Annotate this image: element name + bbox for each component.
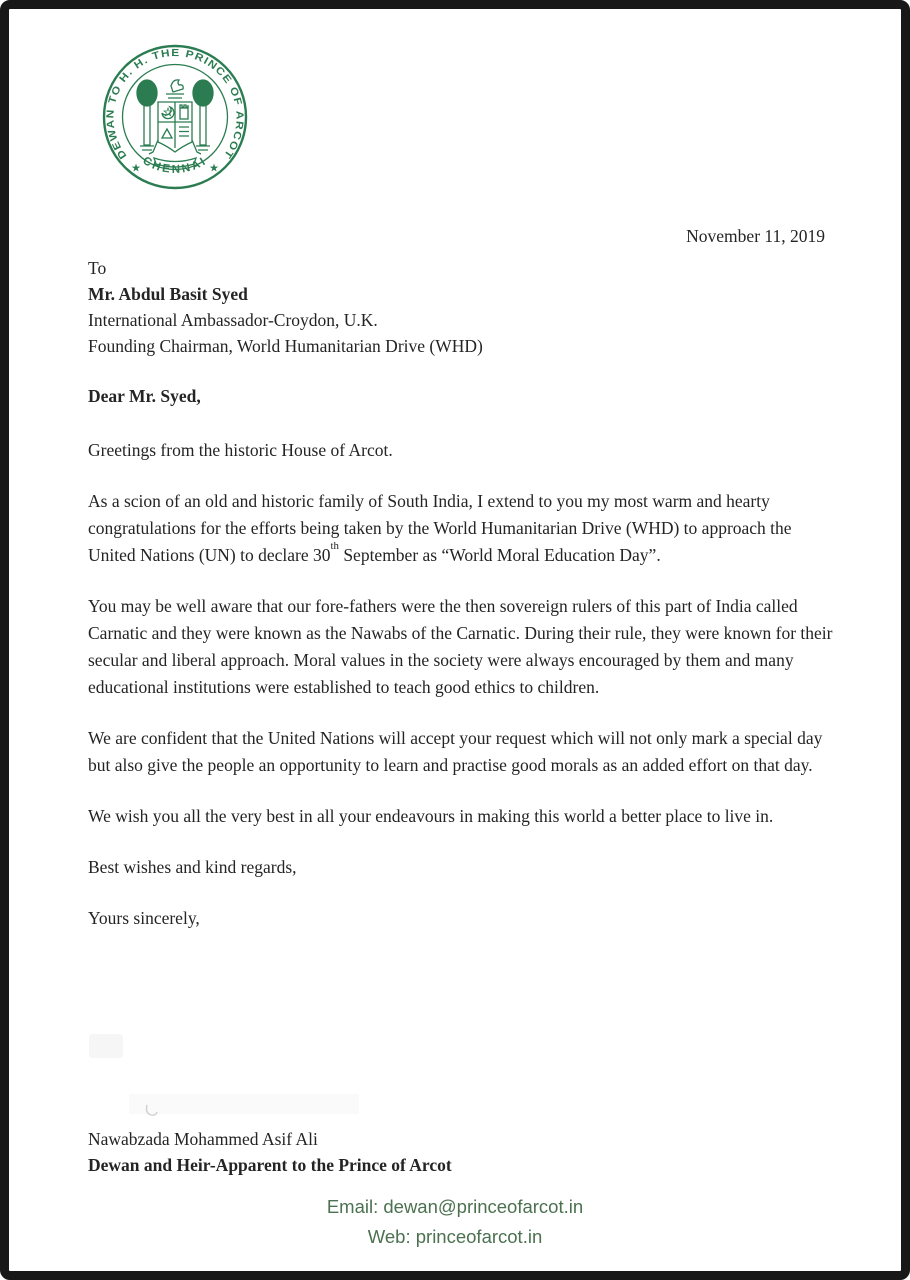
letter-paragraphs: [88, 437, 840, 830]
seal-crest-bird-icon: [166, 80, 184, 98]
paragraph: You may be well aware that our fore-fathers were the then sovereign rulers of this part of India called Carnatic and they were known as the Nawabs of the Carnatic. During their rule, they were known for their secular and liberal approach. Moral values in the society were always encouraged by them and many educational institutions were established to teach good ethics to children.: [88, 596, 833, 697]
footer-email: Email: dewan@princeofarcot.in: [326, 1196, 584, 1217]
prince-of-arcot-seal: [100, 42, 250, 192]
signature-smudge: [89, 1034, 123, 1058]
signer-name: Nawabzada Mohammed Asif Ali: [88, 1129, 318, 1149]
footer-web: Web: princeofarcot.in: [367, 1226, 543, 1247]
recipient-role-2: Founding Chairman, World Humanitarian Drive (WHD): [88, 336, 483, 356]
seal-bottom-text: CHENNAI: [140, 154, 210, 177]
seal-star-left-icon: ★: [131, 163, 141, 174]
signature-mark: [139, 1101, 169, 1123]
seal-tree-left-icon: [137, 80, 157, 150]
seal-ring-text: DEWAN TO H. H. THE PRINCE OF ARCOT: [105, 47, 245, 161]
closing-sincerely: Yours sincerely,: [88, 908, 200, 928]
seal-emblem-icon: [100, 42, 250, 192]
signer-block: [88, 1126, 452, 1178]
recipient-to: To: [88, 258, 107, 278]
recipient-block: [88, 255, 483, 359]
recipient-role-1: International Ambassador-Croydon, U.K.: [88, 310, 378, 330]
paragraph: We wish you all the very best in all your endeavours in making this world a better place to live in.: [88, 806, 774, 826]
closing-regards: Best wishes and kind regards,: [88, 857, 297, 877]
paragraph: We are confident that the United Nations will accept your request which will not only mark a special day but also give the people an opportunity to learn and practise good morals as an added effort on that day.: [88, 728, 823, 775]
letter-footer: [9, 1192, 901, 1252]
seal-shield-icon: [158, 102, 192, 152]
paragraph: As a scion of an old and historic family of South India, I extend to you my most warm and hearty congratulations for the efforts being taken by the World Humanitarian Drive (WHD) to approach the United Nations (UN) to declare 30th September as “World Moral Education Day”.: [88, 491, 792, 565]
letter-body: [88, 437, 840, 956]
recipient-name: Mr. Abdul Basit Syed: [88, 284, 248, 304]
seal-star-right-icon: ★: [209, 163, 219, 174]
paragraph: Greetings from the historic House of Arcot.: [88, 440, 393, 460]
seal-tree-right-icon: [193, 80, 213, 150]
letter-date: November 11, 2019: [686, 226, 825, 246]
salutation: Dear Mr. Syed,: [88, 386, 201, 406]
signer-title: Dewan and Heir-Apparent to the Prince of Arcot: [88, 1155, 452, 1175]
